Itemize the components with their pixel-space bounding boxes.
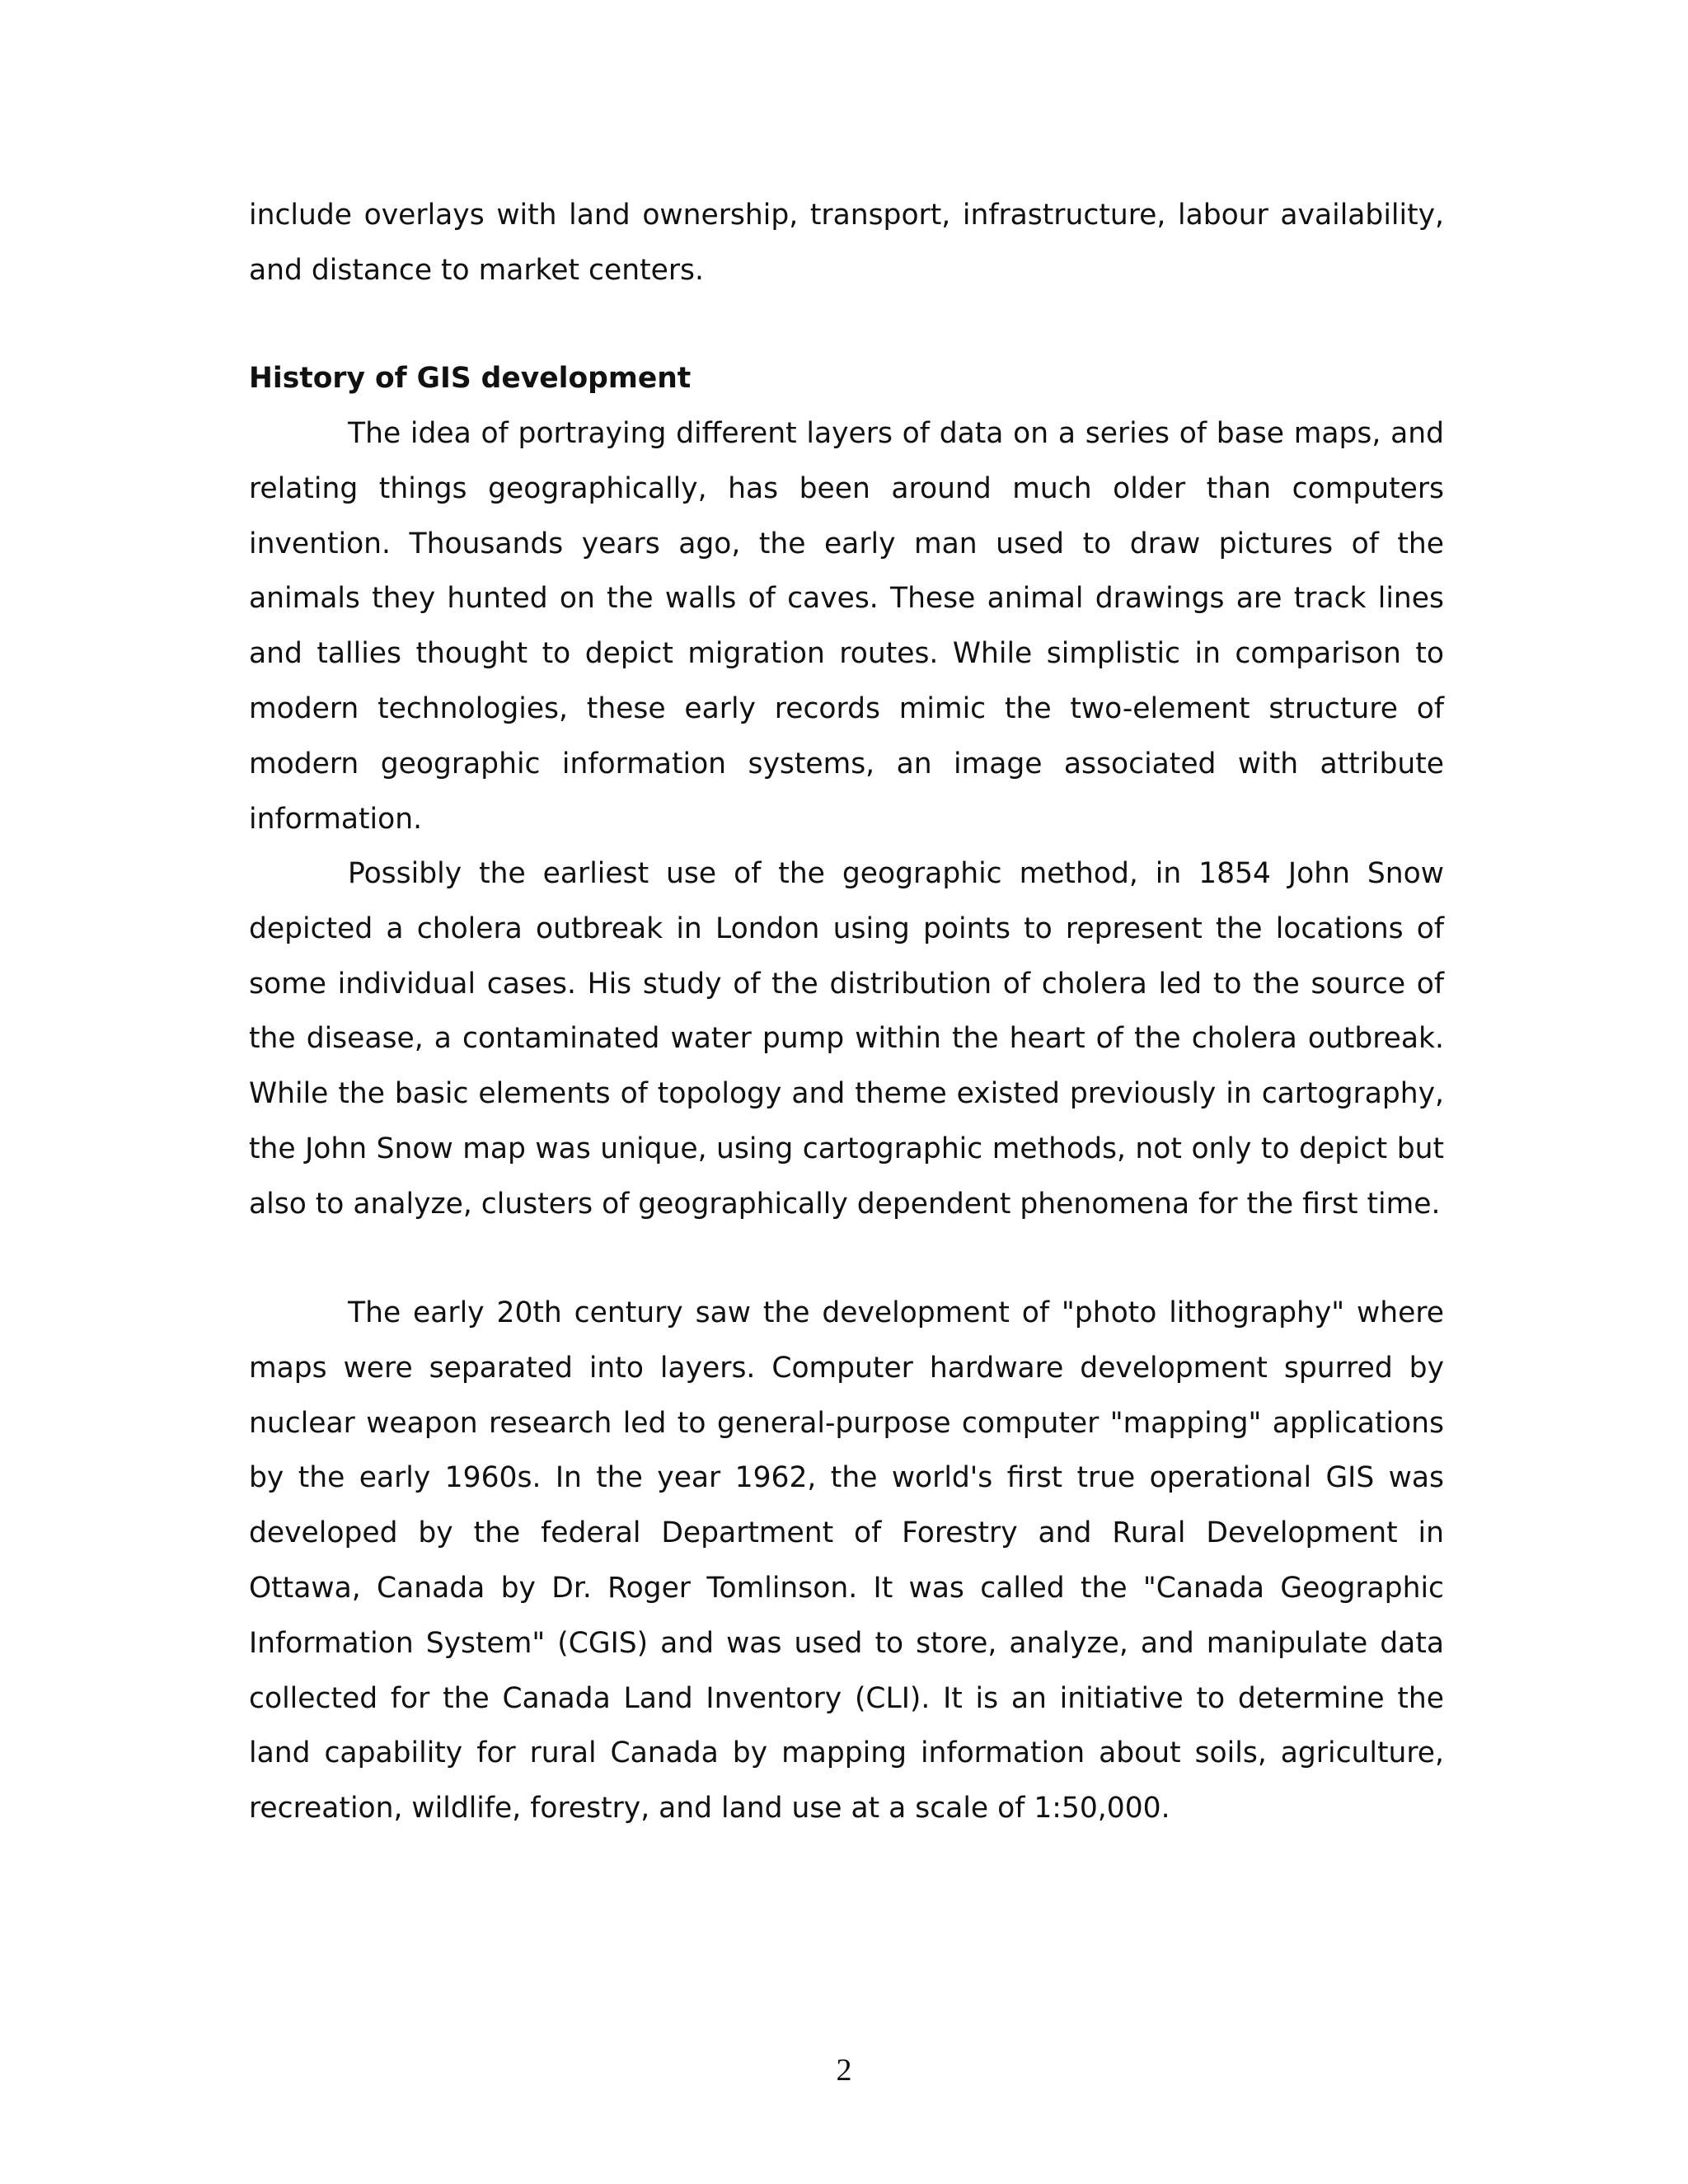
paragraph-cgis: The early 20th century saw the development of "photo lithography" where maps were separated into layers. Computer hardware development spurred by nuclear weapon research led to general-purpose computer "mapping" applications by the early 1960s. In the year 1962, the world's first true operational GIS was developed by the federal Department of Forestry and Rural Development in Ottawa, Canada by Dr. Roger Tomlinson. It was called the "Canada Geographic Information System" (CGIS) and was used to store, analyze, and manipulate data collected for the Canada Land Inventory (CLI). It is an initiative to determine the land capability for rural Canada by mapping information about soils, agriculture, recreation, wildlife, forestry, and land use at a scale of 1:50,000. (249, 1296, 1444, 1825)
continuation-paragraph: include overlays with land ownership, transport, infrastructure, labour availability, and distance to market centers. (249, 199, 1444, 287)
page-number: 2 (836, 2053, 852, 2088)
paragraph-john-snow: Possibly the earliest use of the geographic method, in 1854 John Snow depicted a cholera outbreak in London using points to represent the locations of some individual cases. His study of the distribution of cholera led to the source of the disease, a contaminated water pump within the heart of the cholera outbreak. While the basic elements of topology and theme existed previously in cartography, the John Snow map was unique, using cartographic methods, not only to depict but also to analyze, clusters of geographically dependent phenomena for the first time. (249, 857, 1444, 1221)
paragraph-gis-origins: The idea of portraying different layers of data on a series of base maps, and relating things geographically, has been around much older than computers invention. Thousands years ago, the early man used to draw pictures of the animals they hunted on the walls of caves. These animal drawings are track lines and tallies thought to depict migration routes. While simplistic in comparison to modern technologies, these early records mimic the two-element structure of modern geographic information systems, an image associated with attribute information. (249, 417, 1444, 836)
section-heading: History of GIS development (249, 362, 692, 395)
